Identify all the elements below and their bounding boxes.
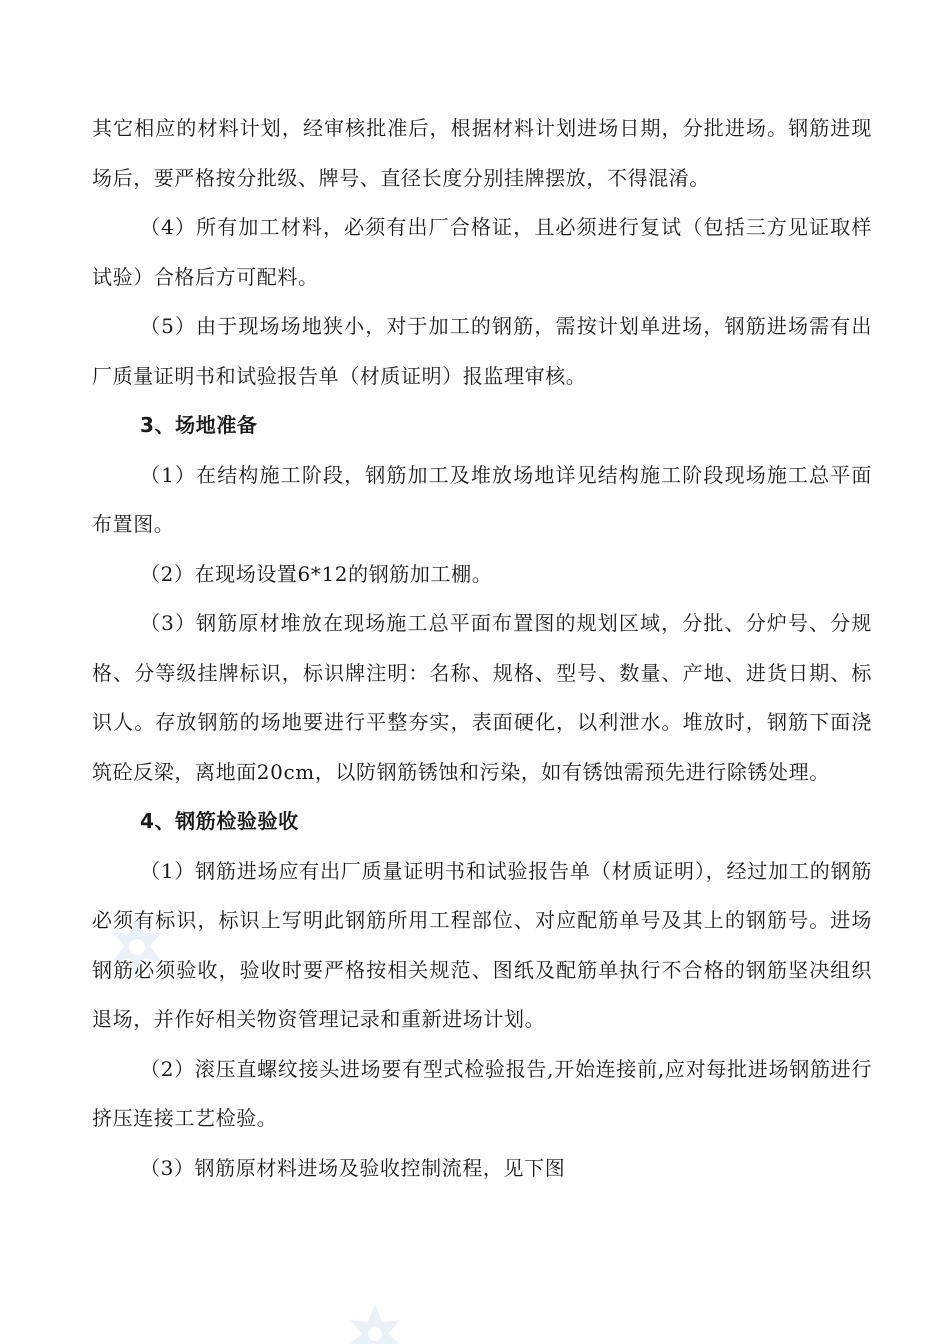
paragraph-site-item-1: （1）在结构施工阶段，钢筋加工及堆放场地详见结构施工阶段现场施工总平面布置图。: [92, 462, 872, 536]
paragraph-continuation: 其它相应的材料计划，经审核批准后，根据材料计划进场日期，分批进场。钢筋进现场后，要严格按分批级、牌号、直径长度分别挂牌摆放，不得混淆。: [92, 116, 872, 190]
paragraph-site-item-2: （2）在现场设置6*12的钢筋加工棚。: [140, 561, 493, 586]
paragraph-inspection-item-2: （2）滚压直螺纹接头进场要有型式检验报告,开始连接前,应对每批进场钢筋进行挤压连接工艺检验。: [92, 1056, 872, 1130]
paragraph-inspection-item-3: （3）钢筋原材料进场及验收控制流程，见下图: [140, 1155, 566, 1180]
section-heading-rebar-inspection: 4、钢筋检验验收: [140, 809, 299, 833]
document-body: [92, 104, 872, 1193]
snowflake-watermark-icon: [340, 1300, 410, 1344]
paragraph-item-5: （5）由于现场场地狭小，对于加工的钢筋，需按计划单进场，钢筋进场需有出厂质量证明书和试验报告单（材质证明）报监理审核。: [92, 314, 872, 388]
paragraph-item-4: （4）所有加工材料，必须有出厂合格证，且必须进行复试（包括三方见证取样试验）合格后方可配料。: [92, 215, 872, 289]
paragraph-inspection-item-1: （1）钢筋进场应有出厂质量证明书和试验报告单（材质证明），经过加工的钢筋必须有标识，标识上写明此钢筋所用工程部位、对应配筋单号及其上的钢筋号。进场钢筋必须验收，验收时要严格按相关规范、图纸及配筋单执行不合格的钢筋坚决组织退场，并作好相关物资管理记录和重新进场计划。: [92, 858, 872, 1031]
section-heading-site-preparation: 3、场地准备: [140, 413, 258, 437]
paragraph-site-item-3: （3）钢筋原材堆放在现场施工总平面布置图的规划区域，分批、分炉号、分规格、分等级挂牌标识，标识牌注明：名称、规格、型号、数量、产地、进货日期、标识人。存放钢筋的场地要进行平整夯实，表面硬化，以利泄水。堆放时，钢筋下面浇筑砼反梁，离地面20cm，以防钢筋锈蚀和污染，如有锈蚀需预先进行除锈处理。: [92, 611, 872, 784]
